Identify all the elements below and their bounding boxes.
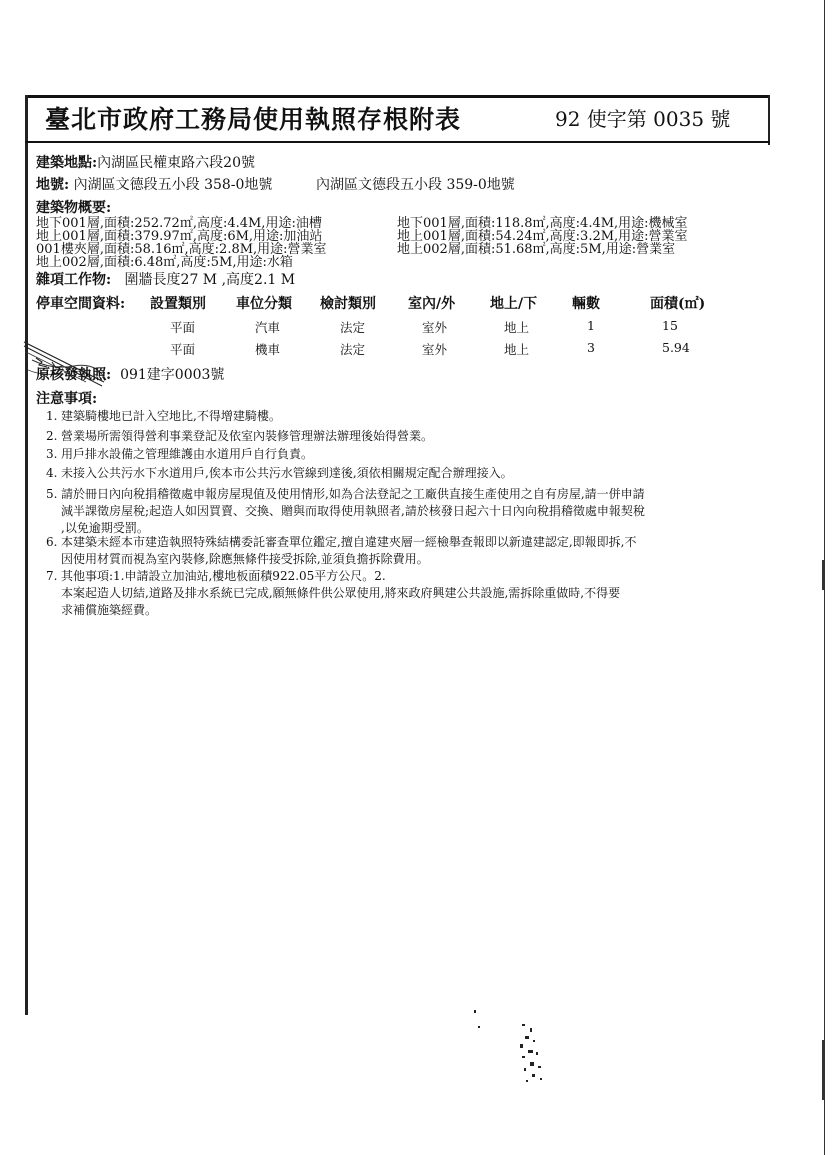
floor-left-4: 地上002層,面積:6.48㎡,高度:5M,用途:水箱 (36, 255, 293, 270)
parking-row-1-level: 地上 (504, 320, 530, 335)
original-permit-label: 原核發執照: (36, 367, 112, 383)
note-item-6: 6. 本建築未經本市建造執照特殊結構委託審查單位鑑定,擅自違建夾層一經檢舉查報即以新違建認定,即報即拆,不 因使用材質而視為室內裝修,除應無條件接受拆除,並須負擔拆除費用。 (46, 535, 637, 566)
parking-row-1-setup: 平面 (170, 320, 196, 335)
scan-edge-mark (822, 560, 825, 590)
permit-number: 92 使字第 0035 號 (555, 107, 731, 131)
building-summary-label: 建築物概要: (36, 200, 112, 216)
note-item-5: 5. 請於冊日內向稅捐稽徵處申報房屋現值及使用情形,如為合法登記之工廠供直接生產使用之自有房屋,請一併申請 減半課徵房屋稅;起造人如因買賣、交換、贈與而取得使用執照者,請於核發日起六十日內向稅捐稽徵處申報契稅 ,以免逾期受罰。 (46, 487, 645, 535)
original-permit-row (36, 364, 224, 384)
lot-label: 地號: (36, 177, 70, 193)
parking-header-space-class: 車位分類 (236, 296, 292, 312)
floor-right-3: 地上002層,面積:51.68㎡,高度:5M,用途:營業室 (397, 242, 676, 257)
parking-row-2-area: 5.94 (662, 340, 690, 355)
parking-row-1-count: 1 (587, 318, 595, 333)
note-item-1: 1. 建築騎樓地已計入空地比,不得增建騎樓。 (46, 409, 281, 423)
floor-left-3: 001樓夾層,面積:58.16㎡,高度:2.8M,用途:營業室 (36, 242, 327, 257)
lot-value-2: 內湖區文德段五小段 359-0地號 (316, 177, 515, 193)
page-frame-right (768, 95, 770, 145)
lot-row (36, 174, 272, 194)
page-frame-top (25, 95, 770, 98)
address-value: 內湖區民權東路六段20號 (97, 155, 255, 171)
misc-works-label: 雜項工作物: (36, 272, 112, 288)
original-permit-value: 091建字0003號 (120, 367, 225, 383)
parking-row-1-review: 法定 (340, 320, 366, 335)
parking-row-2-indoor: 室外 (422, 342, 448, 357)
parking-label: 停車空間資料: (36, 296, 126, 312)
address-label: 建築地點: (36, 155, 98, 171)
note-item-7: 7. 其他事項:1.申請設立加油站,樓地板面積922.05平方公尺。2. 本案起造人切結,道路及排水系統已完成,願無條件供公眾使用,將來政府興建公共設施,需拆除重做時,不得要 求補償施築經費。 (46, 569, 621, 617)
parking-row-2-level: 地上 (504, 342, 530, 357)
parking-row-1-indoor: 室外 (422, 320, 448, 335)
title-rule (25, 141, 770, 143)
document-title: 臺北市政府工務局使用執照存根附表 (45, 105, 462, 134)
page-frame-left (25, 95, 28, 1015)
parking-header-above-below: 地上/下 (490, 296, 538, 312)
floor-left-1: 地下001層,面積:252.72㎡,高度:4.4M,用途:油槽 (36, 216, 322, 231)
parking-row-1-class: 汽車 (255, 320, 281, 335)
misc-works-value: 圍牆長度27 M ,高度2.1 M (124, 272, 296, 288)
floor-left-2: 地上001層,面積:379.97㎡,高度:6M,用途:加油站 (36, 229, 323, 244)
scan-noise (470, 1000, 560, 1090)
parking-row-2-setup: 平面 (170, 342, 196, 357)
note-item-2: 2. 營業場所需領得營利事業登記及依室內裝修管理辦法辦理後始得營業。 (46, 429, 434, 443)
floor-right-1: 地下001層,面積:118.8㎡,高度:4.4M,用途:機械室 (397, 216, 688, 231)
address-row (36, 152, 255, 172)
note-item-4: 4. 未接入公共污水下水道用戶,俟本市公共污水管線到達後,須依相關規定配合辦理接入。 (46, 466, 513, 480)
floor-right-2: 地上001層,面積:54.24㎡,高度:3.2M,用途:營業室 (397, 229, 688, 244)
parking-row-1-area: 15 (662, 318, 678, 333)
parking-row-2-class: 機車 (255, 342, 281, 357)
parking-header-indoor-outdoor: 室內/外 (408, 296, 456, 312)
notes-label: 注意事項: (36, 391, 98, 407)
parking-header-setup-type: 設置類別 (150, 296, 206, 312)
parking-row-2-count: 3 (587, 340, 595, 355)
misc-works-row (36, 269, 295, 289)
parking-header-area: 面積(㎡) (650, 296, 706, 312)
parking-row-2-review: 法定 (340, 342, 366, 357)
lot-value-1: 內湖區文德段五小段 358-0地號 (73, 177, 273, 193)
note-item-3: 3. 用戶排水設備之管理維護由水道用戶自行負責。 (46, 447, 314, 461)
scan-edge-mark (822, 1040, 825, 1100)
parking-header-review-type: 檢討類別 (320, 296, 376, 312)
parking-header-count: 輛數 (572, 296, 600, 312)
